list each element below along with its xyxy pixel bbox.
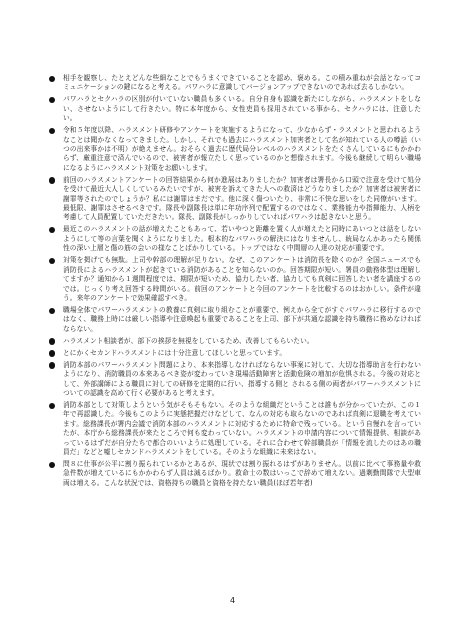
comment-text: 令和５年度以降、ハラスメント研修やアンケートを実施するようになって、少なからず・ラスメントと思われるようなことは聞かなくなってきました。しかし、それでも過去にハラスメント加害者として名が知れている人の噂話（いつの出来事かは不明）が絶えません。おそらく過去に歴代局分レベルのハラスメントをたくさんしているにもかかわらず、厳重注意で済んでいるので、被害者が報立たしく思っているのかと想像されます。今後も継続して明らい職場になるようにハラスメント対策をお願いします。 (63, 126, 421, 172)
bullet-icon (49, 258, 55, 264)
comment-text: 相手を観察し、たとえどんな些細なことでもうまくできていることを認め、褒める。この積み重ねが会話となってコミュニケーションの鍵になると考える。パワハラに意識してバージョンアップできないのであれば去るしかない。 (63, 74, 421, 92)
comment-item (48, 306, 421, 334)
comment-item (48, 176, 421, 223)
comment-item (48, 126, 421, 173)
comment-item (48, 74, 421, 93)
comment-text: 前回のハラスメントアンケートの回答結果から何か進展はありましたか？加害者は署長から口頭で注意を受けて処分を受けて最近大人しくしているみたいですが、被害を訴えてきた人への救済はどうなりましたか？加害者は被害者に謝罪等されたのでしょうか？私には謝罪はまだです。他に深く傷ついたり、非常に不快な思いをした同僚がいます。最低限、謝罪はさせるべきです。隊長や副隊長は単に年功序列で配置するのではなく、業務能力や指揮能力、人柄を考慮して人員配置していただきたい。隊長、副隊長がしっかりしていればパワハラは起きないと思う。 (63, 175, 421, 222)
comment-text: 職場全体でパワーハラスメントの教養に真剣に取り組むことが重要で、例えから全てがすぐパワハラに移行するのではなく、職務上時には厳しい指導や注意喚起も重要であることを上司、部下が共通な認識を持ち職務に務めなければならない。 (63, 305, 421, 333)
bullet-icon (49, 76, 55, 82)
bullet-icon (49, 308, 55, 314)
comment-list (48, 74, 421, 488)
bullet-icon (49, 462, 55, 468)
comment-item (48, 256, 421, 303)
comment-item (48, 401, 421, 457)
comment-text: 消防本部のパワーハラスメント問題により、本来指導しなければならない事案に対して、大切な指導助言を行わないようになり、消防職員の本来あるべき姿が変わっていき現場活動障害と活動危険の増加が危惧される。今後の対応として、外部講師による職員に対しての研修を定期的に行い、指導する側と されるる側の両者がパワーハラスメントについての認識を高めて行く必要があると考えます。 (63, 360, 421, 397)
bullet-icon (49, 97, 55, 103)
comment-item (48, 349, 421, 358)
bullet-icon (49, 403, 55, 409)
bullet-icon (49, 362, 55, 368)
comment-item (48, 225, 421, 253)
bullet-icon (49, 227, 55, 233)
comment-text: 対策を掲げても無駄。上司や幹部の理解が足りない。なぜ、このアンケートは消防長を除くのか？全国ニュースでも消防長によるハラスメントが起きている消防があることを知らないのか。回答期限が短い。署員の動務体型は理解してますか？通知から１週間程度では、期限が短いため、協力したい者、協力しても真剣に回答したい者を講座するのでは。じっくり考え回答する時間がいる。前回のアンケートと今回のアンケートを比較するのはおかしい。条件が違う。来年のアンケートで効果確認すべき。 (63, 256, 421, 302)
bullet-icon (49, 128, 55, 134)
comment-text: とにかくセカンドハラスメントには十分注意してほしいと思っています。 (63, 348, 287, 357)
comment-item (48, 460, 421, 488)
comment-text: 消防本部として対策しようという気がそもそもない。そのような組織だということは誰もが分かっていたが、この１年で再認識した。今後もこのように実態把握だけなどして、なんの対応も取らないのであれば真剣に退職を考えています。総務課長が署内会議で消防本部のハラスメントに対応するために特命で残っている。という自慢れを言っていたが、本庁から総務課長が来たところで何も変わっていない。ハラスメントの申請内容について情報提供、相談があっているはずだが自分たちで都合のいいように処理している。それに合わせて幹部職員が「情報を流したのはあの職員だ」などと嘘しセカンドハラスメントをしている。そのような組織に未来はない。 (63, 400, 421, 456)
comment-item (48, 95, 421, 123)
bullet-icon (49, 338, 55, 344)
comment-item (48, 337, 421, 346)
bullet-icon (49, 350, 55, 356)
page-number: 4 (229, 596, 236, 605)
comment-text: 最近このハラスメントの話が増えたこともあって、若いやつと距離を置く人が増えたと同時にあいつとは話をしないようにして等の言葉を聞くようになりました。根本的なパワハラの解決にはなりませんし、統局なんかあったら関係性の深い上層と傷の筋の会いの様なことばかりしている。トップではなく中間層の人達の対応が重要です。 (63, 225, 421, 253)
comment-item (48, 361, 421, 399)
comment-text: パワハラとセクハラの区別が付いていない職員も多くいる。自分自身も認識を新たにしながら、ハラスメントをしない、させないようにして行きたい。特に本年度から、女性吏員も採用されている事から、セクハラには、注意したい。 (63, 95, 421, 123)
comment-text: ハラスメント相談者が、部下の挨拶を無視をしているため、改善してもらいたい。 (63, 336, 314, 345)
comment-text: 問８に仕事が公平に割り振られているかとあるが、現状では割り振れるはずがありません。以前に比べて事務量や救急件数が増えているにもかかわらず人員は減るばかり。救命士の数はいっこで辞めて増えない。過剰勤間隊で大型車両は増える。こんな状況では、資格持ちの職員と資格を持たない職員(ほぼ若年者) (63, 459, 421, 487)
bullet-icon (49, 177, 55, 183)
